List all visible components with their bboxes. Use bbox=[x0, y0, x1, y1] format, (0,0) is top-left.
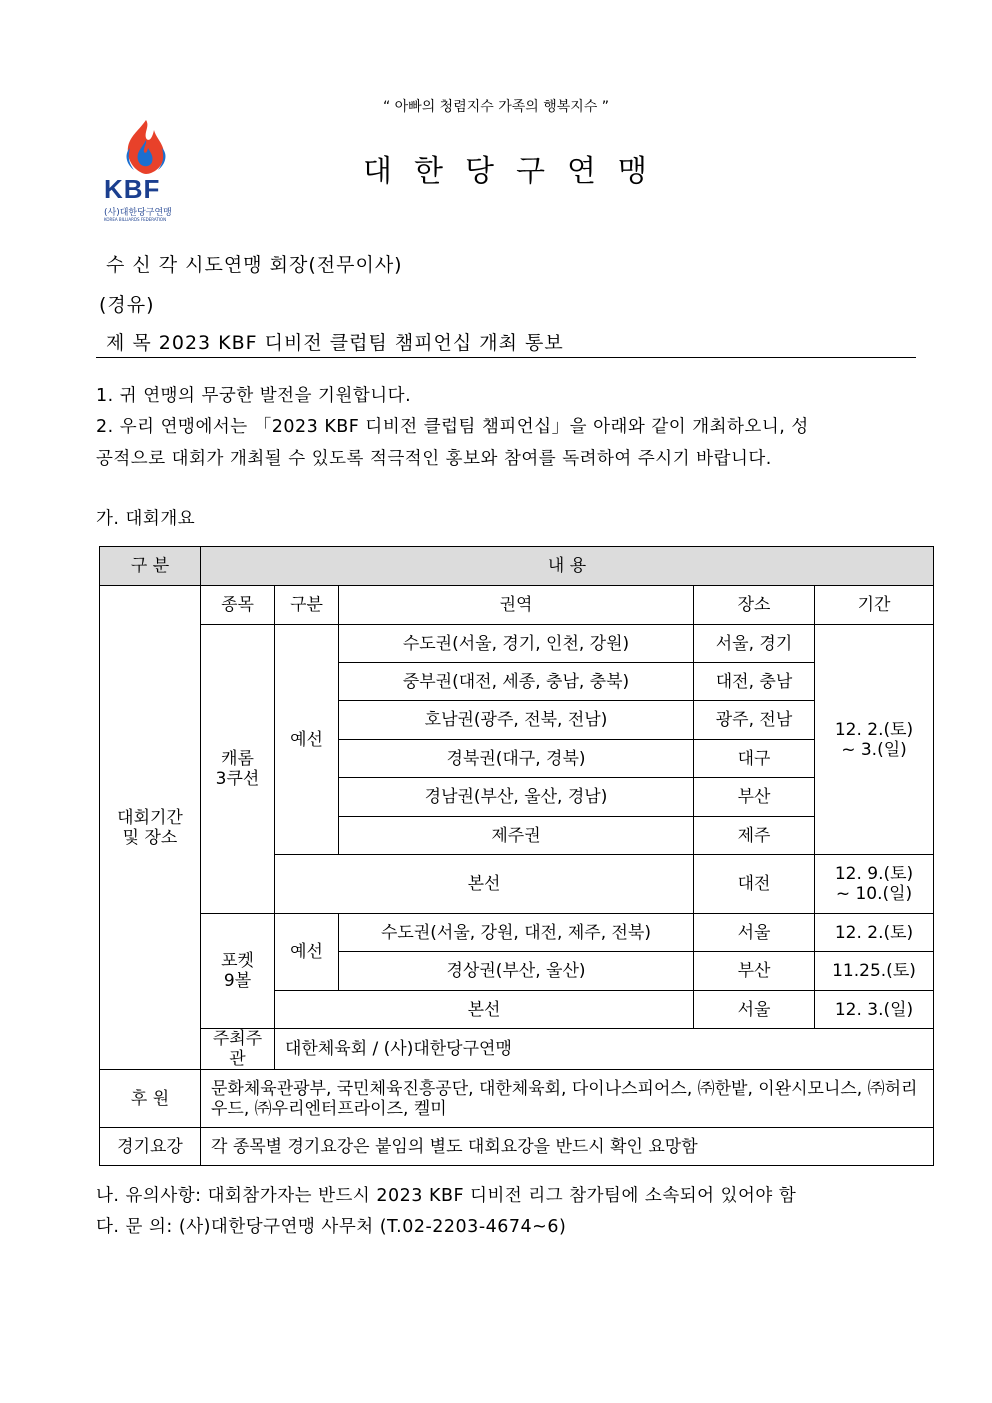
carom-venue: 대전, 충남 bbox=[694, 663, 815, 701]
sub-header-venue: 장소 bbox=[694, 586, 815, 625]
paragraph-2b: 공적으로 대회가 개최될 수 있도록 적극적인 홍보와 참여를 독려하여 주시기 바랍니다. bbox=[96, 449, 772, 469]
pocket-region: 경상권(부산, 울산) bbox=[339, 952, 694, 991]
carom-region: 경북권(대구, 경북) bbox=[339, 740, 694, 778]
paragraph-1: 1. 귀 연맹의 무궁한 발전을 기원합니다. bbox=[96, 386, 412, 406]
event-overview-table bbox=[99, 546, 934, 1166]
pocket-region: 수도권(서울, 강원, 대전, 제주, 전북) bbox=[339, 914, 694, 952]
carom-venue: 부산 bbox=[694, 778, 815, 817]
carom-final: 본선 bbox=[275, 855, 694, 914]
host-value: 대한체육회 / (사)대한당구연맹 bbox=[275, 1029, 934, 1070]
carom-venue: 대구 bbox=[694, 740, 815, 778]
via-line: (경유) bbox=[99, 294, 155, 316]
period-label: 대회기간 및 장소 bbox=[100, 586, 201, 1070]
contact-line: 다. 문 의: (사)대한당구연맹 사무처 (T.02-2203-4674~6) bbox=[96, 1217, 567, 1237]
slogan: “ 아빠의 청렴지수 가족의 행복지수 ” bbox=[382, 99, 610, 115]
subject-rule bbox=[96, 357, 916, 358]
carom-region: 제주권 bbox=[339, 817, 694, 855]
carom-region: 경남권(부산, 울산, 경남) bbox=[339, 778, 694, 817]
pocket-final-venue: 서울 bbox=[694, 991, 815, 1029]
logo-subtitle: (사)대한당구연맹 bbox=[104, 208, 172, 218]
carom-final-period: 12. 9.(토) ~ 10.(일) bbox=[815, 855, 934, 914]
carom-prelim-period: 12. 2.(토) ~ 3.(일) bbox=[815, 625, 934, 855]
header-gubun: 구 분 bbox=[100, 547, 201, 586]
carom-final-venue: 대전 bbox=[694, 855, 815, 914]
carom-prelim: 예선 bbox=[275, 625, 339, 855]
host-label: 주최주관 bbox=[201, 1029, 275, 1070]
recipient-line: 수 신 각 시도연맹 회장(전무이사) bbox=[106, 254, 403, 276]
sub-header-region: 권역 bbox=[339, 586, 694, 625]
carom-event: 캐롬 3쿠션 bbox=[201, 625, 275, 914]
rules-value: 각 종목별 경기요강은 붙임의 별도 대회요강을 반드시 확인 요망함 bbox=[201, 1128, 934, 1166]
pocket-period: 11.25.(토) bbox=[815, 952, 934, 991]
pocket-final: 본선 bbox=[275, 991, 694, 1029]
header-content: 내 용 bbox=[201, 547, 934, 586]
logo-english: KOREA BILLIARDS FEDERATION bbox=[104, 217, 167, 222]
carom-region: 수도권(서울, 경기, 인천, 강원) bbox=[339, 625, 694, 663]
sponsor-label: 후 원 bbox=[100, 1070, 201, 1128]
sub-header-event: 종목 bbox=[201, 586, 275, 625]
sponsor-value: 문화체육관광부, 국민체육진흥공단, 대한체육회, 다이나스피어스, ㈜한밭, 이완시모니스, ㈜허리우드, ㈜우리엔터프라이즈, 켈미 bbox=[201, 1070, 934, 1128]
carom-venue: 서울, 경기 bbox=[694, 625, 815, 663]
pocket-venue: 부산 bbox=[694, 952, 815, 991]
carom-venue: 제주 bbox=[694, 817, 815, 855]
subject-line: 제 목 2023 KBF 디비전 클럽팀 챔피언십 개최 통보 bbox=[106, 332, 564, 354]
logo-text: KBF bbox=[104, 174, 161, 204]
paragraph-2a: 2. 우리 연맹에서는 「2023 KBF 디비전 클럽팀 챔피언십」을 아래와 같이 개최하오니, 성 bbox=[96, 417, 809, 437]
org-title: 대한당구연맹 bbox=[363, 154, 669, 189]
pocket-prelim: 예선 bbox=[275, 914, 339, 991]
pocket-period: 12. 2.(토) bbox=[815, 914, 934, 952]
carom-region: 중부권(대전, 세종, 충남, 충북) bbox=[339, 663, 694, 701]
note-line: 나. 유의사항: 대회참가자는 반드시 2023 KBF 디비전 리그 참가팀에 소속되어 있어야 함 bbox=[96, 1186, 797, 1206]
sub-header-type: 구분 bbox=[275, 586, 339, 625]
carom-region: 호남권(광주, 전북, 전남) bbox=[339, 701, 694, 740]
pocket-venue: 서울 bbox=[694, 914, 815, 952]
sub-header-period: 기간 bbox=[815, 586, 934, 625]
pocket-final-period: 12. 3.(일) bbox=[815, 991, 934, 1029]
rules-label: 경기요강 bbox=[100, 1128, 201, 1166]
pocket-event: 포켓 9볼 bbox=[201, 914, 275, 1029]
carom-venue: 광주, 전남 bbox=[694, 701, 815, 740]
section-a-heading: 가. 대회개요 bbox=[96, 509, 196, 529]
